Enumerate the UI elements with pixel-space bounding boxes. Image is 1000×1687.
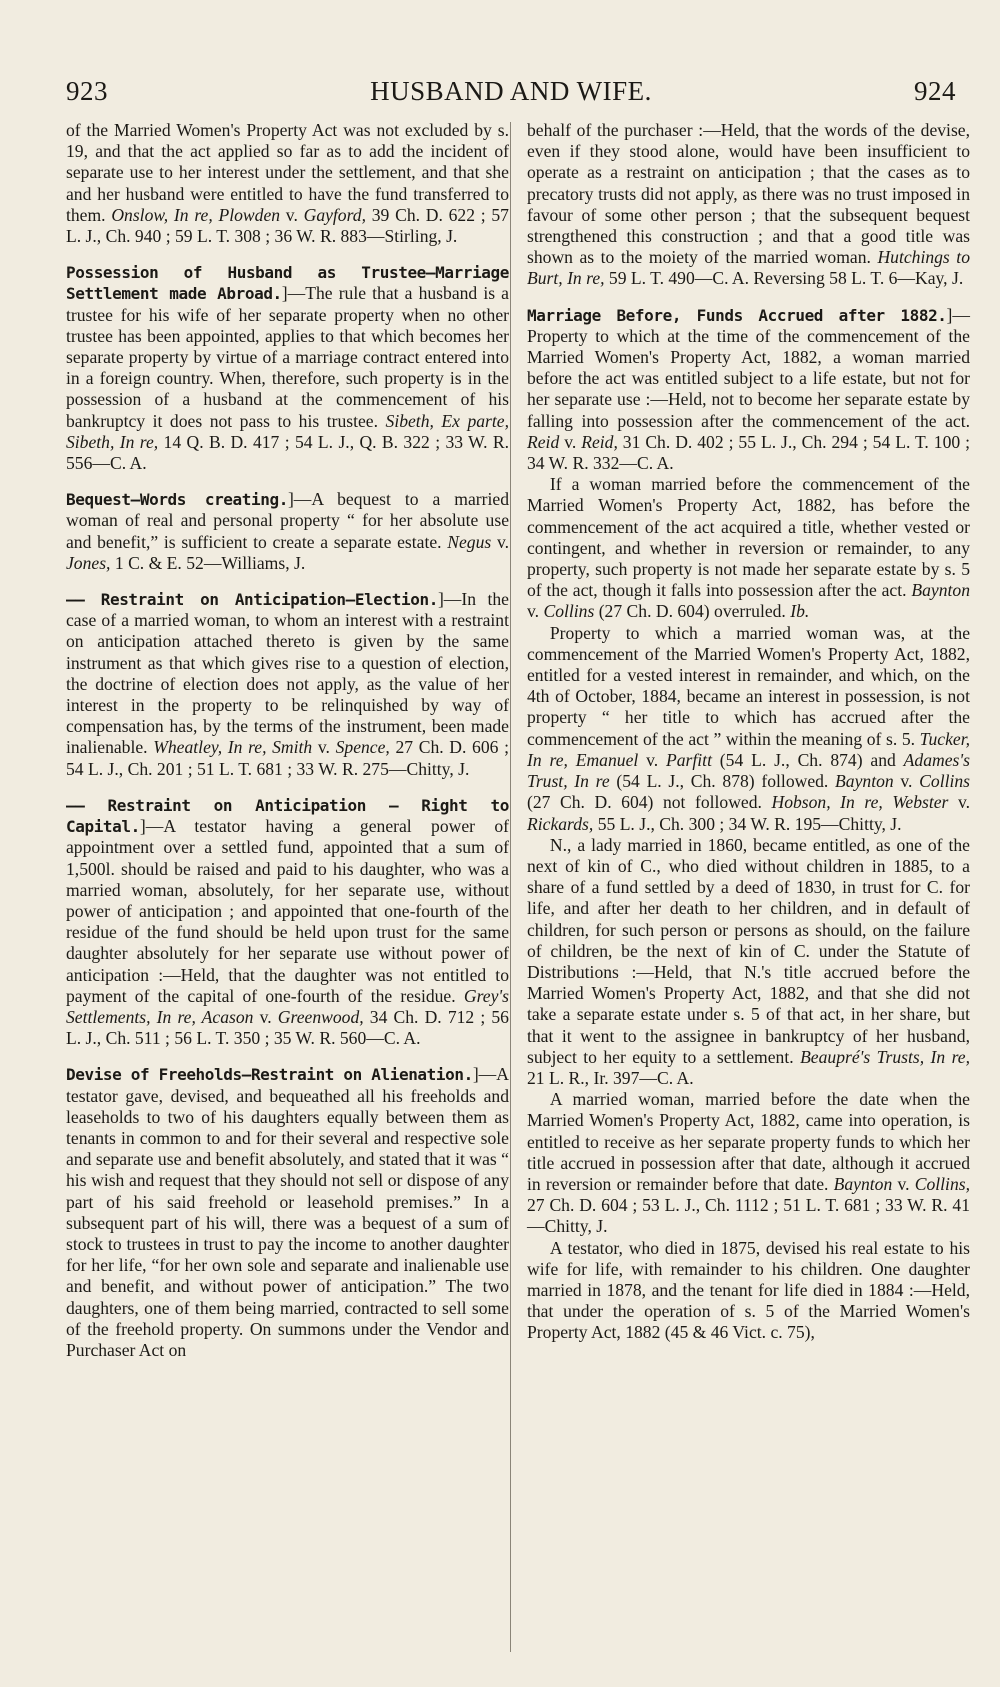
entry-paragraph <box>66 120 509 247</box>
page-number-left: 923 <box>66 76 108 106</box>
entry-text: 31 Ch. D. 402 ; 55 L. J., Ch. 294 ; 54 L. T. 100 ; 34 W. R. 332—C. A. <box>527 431 970 474</box>
entry-text: v. <box>948 792 970 813</box>
entry-text: v. <box>280 204 304 225</box>
case-citation: Reid, <box>581 431 618 452</box>
case-citation: Beaupré's Trusts, In re, <box>800 1046 971 1067</box>
entry-heading: —— Restraint on Anticipation—Election. <box>66 590 438 610</box>
page-number-right: 924 <box>914 76 956 106</box>
entry-text: (27 Ch. D. 604) not followed. <box>527 792 772 813</box>
entry-text: N., a lady married in 1860, became entitled, as one of the next of kin of C., who died without children in 1885, to a share of a fund settled by a deed of 1830, in trust for C. for life, and after her death to her children, and in default of children, for such person or persons as should, on the failure of children, be the next of kin of C. under the Statute of Distributions :—Held, that N.'s title accrued before the Married Women's Property Act, 1882, and that she did not take a separate estate under s. 5 of that act, in her share, but that it went to the assignee in bankruptcy of her husband, subject to her equity to a settlement. <box>527 834 970 1067</box>
entry-text: 39 Ch. D. 622 ; 57 L. J., Ch. 940 ; 59 L. T. 308 ; 36 W. R. 883—Stirling, J. <box>66 204 509 247</box>
entry-text: ]—Property to which at the time of the commencement of the Married Women's Property Act, 1882, a woman married before the act was entitled subject to a life estate, but not for her separate use :—Held, not to become her separate estate by falling into possession after the commencement of the act. <box>527 304 970 431</box>
entry-heading: Devise of Freeholds—Restraint on Alienation. <box>66 1065 473 1085</box>
entry-text: v. <box>559 431 582 452</box>
case-citation: Baynton <box>833 1173 893 1194</box>
running-header <box>66 76 956 116</box>
entry-text: of the Married Women's Property Act was not excluded by s. 19, and that the act applied so far as to add the incident of separate use to her interest under the settlement, and that she and her husband were entitled to have the fund transferred to them. <box>66 120 509 225</box>
entry-text: 59 L. T. 490—C. A. Reversing 58 L. T. 6—Kay, J. <box>604 268 964 289</box>
entry-text: v. <box>527 601 544 622</box>
right-column <box>527 120 970 1344</box>
entry-text: ]—In the case of a married woman, to whom an interest with a restraint on anticipation attached thereto is given by the same instrument as that which gives rise to a question of election, the doctrine of election does not apply, as the value of her interest in the property to be relinquished by way of compensation has, by the terms of the instrument, been made inalienable. <box>66 589 509 758</box>
case-citation: Baynton <box>835 771 894 792</box>
case-citation: Tucker, In re, Emanuel <box>527 728 970 770</box>
entry-text: (54 L. J., Ch. 874) and <box>711 749 904 770</box>
entry-paragraph <box>527 1238 970 1344</box>
entry-text: v. <box>892 1173 915 1194</box>
case-citation: Adames's Trust, In re <box>527 749 970 792</box>
entry-text: A testator, who died in 1875, devised his real estate to his wife for life, with remainder to his children. One daughter married in 1878, and the tenant for life died in 1884 :—Held, that under the operation of s. 5 of the Married Women's Property Act, 1882 (45 & 46 Vict. c. 75), <box>527 1237 970 1343</box>
case-citation: Hutchings to Burt, In re, <box>527 247 970 289</box>
entry-paragraph <box>527 1089 970 1237</box>
case-citation: Jones, <box>66 552 111 573</box>
case-citation: Collins <box>919 771 971 792</box>
case-citation: Rickards, <box>527 813 594 834</box>
case-citation: Sibeth, Ex parte, Sibeth, In re, <box>66 410 509 452</box>
entry-text: v. <box>638 749 667 770</box>
entry-paragraph <box>527 474 970 622</box>
case-citation: Baynton <box>911 580 970 601</box>
entry-text: 14 Q. B. D. 417 ; 54 L. J., Q. B. 322 ; 33 W. R. 556—C. A. <box>66 431 509 474</box>
case-citation: Greenwood, <box>277 1006 364 1027</box>
entry-text: If a woman married before the commencement of the Married Women's Property Act, 1882, has before the commencement of the act acquired a title, whether vested or contingent, and whether in reversion or remainder, to any property, such property is not made her separate estate by s. 5 of the act, though it falls into possession after the act. <box>527 474 970 601</box>
entry-text: 1 C. & E. 52—Williams, J. <box>110 552 306 573</box>
entry-text: 27 Ch. D. 606 ; 54 L. J., Ch. 201 ; 51 L. T. 681 ; 33 W. R. 275—Chitty, J. <box>66 737 509 779</box>
entry-heading: Bequest—Words creating. <box>66 490 288 510</box>
column-divider <box>510 122 511 1652</box>
entry-text: behalf of the purchaser :—Held, that the words of the devise, even if they stood alone, would have been insufficient to operate as a restraint on anticipation ; that the cases as to precatory trusts did not apply, as there was no trust imposed in favour of some other person ; that the subsequent bequest strengthened this construction ; and that a good title was shown as to the moiety of the married woman. <box>527 120 970 268</box>
case-citation: Reid <box>527 431 560 452</box>
entry-text: A married woman, married before the date when the Married Women's Property Act, 1882, came into operation, is entitled to receive as her separate property funds to which her title accrued in possession after that date, although it accrued in reversion or remainder before that date. <box>527 1089 970 1194</box>
entry-text: ]—A testator gave, devised, and bequeathed all his freeholds and leaseholds to two of his daughters equally between them as tenants in common to and for their several and respective sole and separate use and benefit absolutely, and stated that it was “ his wish and request that they should not sell or dispose of any part of his said freehold or leasehold premises.” In a subsequent part of his will, there was a bequest of a sum of stock to trustees in trust to pay the income to another daughter for her life, “for her own sole and separate and inalienable use and benefit, and without power of anticipation.” The two daughters, one of them being married, contracted to sell some of the freehold property. On summons under the Vendor and Purchaser Act on <box>66 1064 509 1360</box>
entry-text: v. <box>491 531 509 552</box>
entry-text: 55 L. J., Ch. 300 ; 34 W. R. 195—Chitty, J. <box>593 813 902 834</box>
entry-heading: —— Restraint on Anticipation — Right to Capital. <box>66 795 509 837</box>
entry-paragraph <box>66 1064 509 1361</box>
case-citation: Parfitt <box>666 749 712 770</box>
entry-text: v. <box>893 771 920 792</box>
entry-paragraph <box>527 835 970 1089</box>
entry-text: (54 L. J., Ch. 878) followed. <box>609 771 836 792</box>
entry-paragraph <box>527 623 970 835</box>
entry-text: Property to which a married woman was, at the commencement of the Married Women's Property Act, 1882, entitled for a vested interest in remainder, and which, on the 4th of October, 1884, became an interest in possession, is not property “ her title to which has accrued after the commencement of the act ” within the meaning of s. 5. <box>527 622 970 749</box>
entry-text: 27 Ch. D. 604 ; 53 L. J., Ch. 1112 ; 51 L. T. 681 ; 33 W. R. 41—Chitty, J. <box>527 1195 970 1237</box>
entry-heading: Possession of Husband as Trustee—Marriage Settlement made Abroad. <box>66 263 509 304</box>
entry-text: 34 Ch. D. 712 ; 56 L. J., Ch. 511 ; 56 L. T. 350 ; 35 W. R. 560—C. A. <box>66 1006 509 1049</box>
entry-paragraph <box>66 589 509 780</box>
case-citation: Gayford, <box>303 204 366 225</box>
entry-paragraph <box>66 795 509 1049</box>
case-citation: Hobson, In re, Webster <box>771 792 949 813</box>
entry-text: ]—A testator having a general power of appointment over a settled fund, appointed that a sum of 1,500l. should be raised and paid to his daughter, who was a married woman, absolutely, for her separate use, without power of anticipation ; and appointed that one-fourth of the residue of the fund should be held upon trust for the same daughter absolutely for her separate use without power of anticipation :—Held, that the daughter was not entitled to payment of the capital of one-fourth of the residue. <box>66 816 509 1006</box>
left-column <box>66 120 509 1361</box>
entry-paragraph <box>66 489 509 574</box>
entry-text: (27 Ch. D. 604) overruled. <box>594 601 791 622</box>
case-citation: Wheatley, In re, Smith <box>153 737 313 758</box>
entry-text: ]—A bequest to a married woman of real and personal property “ for her absolute use and benefit,” is sufficient to create a separate estate. <box>66 489 509 552</box>
entry-text: v. <box>253 1006 278 1027</box>
entry-paragraph <box>527 120 970 290</box>
entry-heading: Marriage Before, Funds Accrued after 1882. <box>527 305 947 325</box>
case-citation: Negus <box>447 531 492 552</box>
case-citation: Ib. <box>790 601 810 622</box>
running-title: HUSBAND AND WIFE. <box>370 76 652 106</box>
case-citation: Collins, <box>914 1173 970 1194</box>
entry-paragraph <box>527 305 970 475</box>
case-citation: Grey's Settlements, In re, Acason <box>66 985 509 1027</box>
case-citation: Collins <box>543 601 595 622</box>
entry-text: v. <box>312 737 336 758</box>
case-citation: Spence, <box>335 737 390 758</box>
entry-paragraph <box>66 262 509 474</box>
case-citation: Onslow, In re, Plowden <box>111 204 281 225</box>
entry-text: ]—The rule that a husband is a trustee for his wife of her separate property when no other trustee has been appointed, applies to that which becomes her separate property by virtue of a marriage contract entered into in a foreign country. When, therefore, such property is in the possession of a husband at the commencement of his bankruptcy it does not pass to his trustee. <box>66 283 509 431</box>
entry-text: 21 L. R., Ir. 397—C. A. <box>527 1067 694 1088</box>
